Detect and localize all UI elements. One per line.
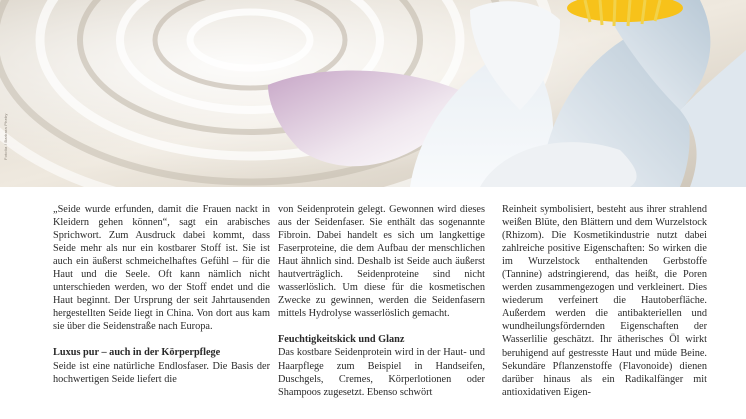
article-column-2 <box>278 203 485 399</box>
article-paragraph: von Seidenprotein gelegt. Gewonnen wird dieses aus der Seidenfaser. Sie enthält das sogenannte Fibroin. Dabei handelt es sich um langkettige Faserproteine, die dem Aufbau der menschlichen Haut ähnlich sind. Deshalb ist Seide auch äußerst hautverträglich. Seidenproteine sind nicht wasserlöslich. Um diese für die kosmetischen Zwecke zu gewinnen, werden die Seidenfasern mittels Hydrolyse wasserlöslich gemacht. <box>278 204 485 320</box>
hero-photo <box>0 0 746 187</box>
article-paragraph: Reinheit symbolisiert, besteht aus ihrer strahlend weißen Blüte, den Blättern und dem Wurzelstock (Rhizom). Die Kosmetikindustrie nutzt dabei zahlreiche positive Eigenschaften: So wirken die im Wurzelstock enthaltenden Gerbstoffe (Tannine) adstringierend, das heißt, die Poren werden zusammengezogen und verkleinert. Dies wiederum verfeinert die Hautoberfläche. Außerdem werden die antibakteriellen und wundheilungsfördernden Eigenschaften der Wasserlilie geschätzt. Ihr ätherisches Öl wirkt beruhigend auf gestresste Haut und müde Beine. Sekundäre Pflanzenstoffe (Flavonoide) dienen darüber hinaus als ein Radikalfänger mit antioxidativen Eigen- <box>502 204 707 398</box>
section-heading: Feuchtigkeitskick und Glanz <box>278 334 405 346</box>
article-paragraph: Das kostbare Seidenprotein wird in der Haut- und Haarpflege zum Beispiel in Handseifen, Duschgels, Cremes, Körperlotionen oder Shampoos zugesetzt. Ebenso schwört <box>278 347 485 398</box>
lotus-silk-illustration <box>0 0 746 187</box>
photo-credit: Fotolia / Barbara Pheby <box>3 113 8 160</box>
section-heading: Luxus pur – auch in der Körperpflege <box>53 347 221 359</box>
article-column-3 <box>502 203 707 399</box>
article-paragraph: „Seide wurde erfunden, damit die Frauen nackt in Kleidern gehen können“, sagt ein arabisches Sprichwort. Zum Ausdruck dabei kommt, dass Seide mehr als nur ein kostbarer Stoff ist. Sie ist auch ein äußerst schmeichelhaftes Gefühl – für die Haut und die Seele. Oft kann nämlich nicht unterschieden werden, wo der Stoff endet und die Haut beginnt. Der Ursprung der seit Jahrtausenden hergestellten Seide liegt in China. Von dort aus kam sie über die Seidenstraße nach Europa. <box>53 204 270 333</box>
article-column-1 <box>53 203 270 386</box>
article-paragraph: Seide ist eine natürliche Endlosfaser. Die Basis der hochwertigen Seide liefert die <box>53 360 270 385</box>
